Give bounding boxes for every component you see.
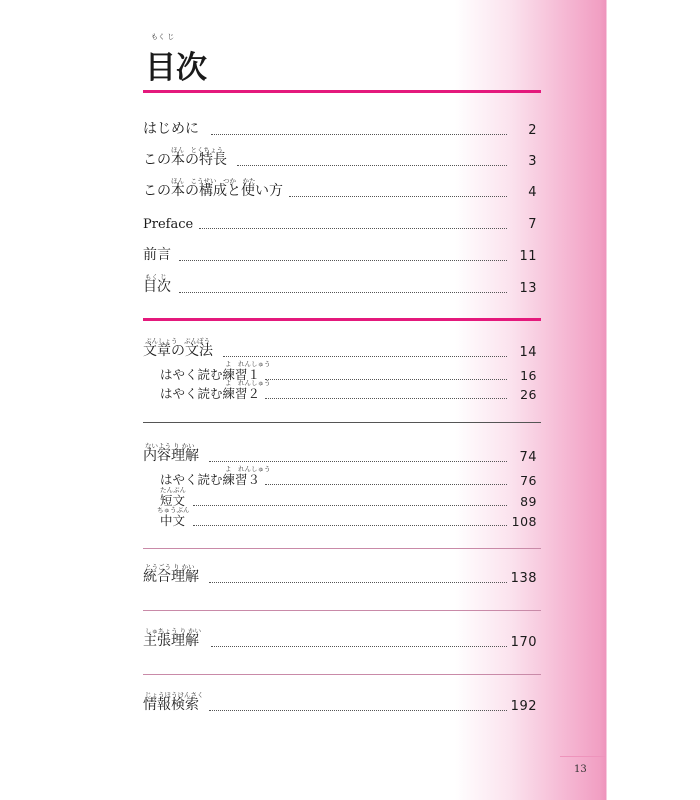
entry-label: 前言: [143, 247, 171, 263]
entry-ruby: ないよう り かい: [145, 442, 195, 450]
entry-ruby: ちゅうぶん: [157, 506, 190, 514]
entry-ruby: しゅちょう り かい: [145, 627, 202, 635]
entry-label: はやく読む練習１: [160, 367, 261, 382]
entry-ruby: よ れんしゅう: [225, 465, 271, 473]
section-rule: [143, 610, 541, 611]
entry-label: 短文: [160, 493, 186, 508]
entry-label: 統合理解: [143, 569, 199, 585]
dot-leader: [223, 356, 507, 357]
entry-ruby: ほん こうせい つか かた: [171, 177, 256, 185]
entry-ruby: もく じ: [145, 273, 167, 281]
entry-page: 16: [520, 368, 537, 383]
entry-label: はじめに: [143, 121, 199, 137]
toc-entry-tougou[interactable]: [143, 562, 541, 588]
toc-entry-chuubun[interactable]: [143, 505, 541, 531]
entry-ruby: よ れんしゅう: [225, 379, 271, 387]
entry-ruby: じょうほうけんさく: [145, 691, 204, 699]
entry-page: 26: [520, 387, 537, 402]
entry-label: 内容理解: [143, 448, 199, 464]
entry-label: 文章の文法: [143, 343, 213, 359]
toc-entry-zengen[interactable]: [143, 240, 541, 266]
entry-page: 89: [520, 494, 537, 509]
entry-page: 108: [511, 514, 537, 529]
entry-page: 74: [519, 450, 537, 465]
entry-label: 中文: [160, 513, 186, 528]
entry-ruby: ほん とくちょう: [171, 146, 223, 154]
entry-label: 情報検索: [143, 697, 199, 713]
entry-label: はやく読む練習２: [160, 386, 261, 401]
entry-page: 7: [528, 217, 537, 232]
entry-page: 13: [519, 281, 537, 296]
toc-entry-preface[interactable]: [143, 208, 541, 234]
dot-leader: [209, 461, 507, 462]
title-ruby: もく じ: [151, 33, 175, 41]
dot-leader: [209, 710, 507, 711]
entry-label: 目次: [143, 279, 171, 295]
entry-label: 主張理解: [143, 633, 199, 649]
toc-entry-hajimeni[interactable]: [143, 114, 541, 140]
entry-page: 170: [510, 635, 537, 650]
toc-entry-hayaku-2[interactable]: [143, 378, 541, 404]
page-number: 13: [574, 764, 587, 775]
dot-leader: [199, 228, 507, 229]
entry-page: 3: [528, 154, 537, 169]
entry-label: この本の特長: [143, 152, 227, 168]
title-block: [145, 32, 207, 87]
section-rule: [143, 318, 541, 321]
dot-leader: [209, 582, 507, 583]
entry-label: Preface: [143, 217, 194, 232]
entry-ruby: よ れんしゅう: [225, 360, 271, 368]
entry-label: はやく読む練習３: [160, 472, 261, 487]
dot-leader: [179, 260, 507, 261]
section-rule: [143, 548, 541, 549]
entry-page: 14: [519, 345, 537, 360]
entry-page: 192: [510, 699, 537, 714]
dot-leader: [237, 165, 507, 166]
section-rule: [143, 674, 541, 675]
section-rule: [143, 422, 541, 423]
toc-entry-features[interactable]: [143, 145, 541, 171]
toc-entry-mokuji[interactable]: [143, 272, 541, 298]
toc-entry-jouhou[interactable]: [143, 690, 541, 716]
entry-page: 76: [520, 473, 537, 488]
entry-ruby: とうごう り かい: [145, 563, 195, 571]
dot-leader: [211, 134, 507, 135]
toc-entry-shuchou[interactable]: [143, 626, 541, 652]
entry-ruby: ぶんしょう ぶんぽう: [145, 337, 210, 345]
dot-leader: [265, 398, 507, 399]
entry-ruby: たんぶん: [160, 486, 186, 494]
folio-rule: [560, 756, 606, 757]
entry-page: 138: [510, 571, 537, 586]
page-title: 目次: [145, 50, 207, 86]
dot-leader: [289, 196, 507, 197]
entry-page: 11: [519, 249, 537, 264]
dot-leader: [211, 646, 507, 647]
title-rule: [143, 90, 541, 93]
entry-page: 2: [528, 123, 537, 138]
dot-leader: [193, 525, 507, 526]
entry-label: この本の構成と使い方: [143, 183, 283, 199]
entry-page: 4: [528, 185, 537, 200]
toc-entry-structure[interactable]: [143, 176, 541, 202]
dot-leader: [179, 292, 507, 293]
